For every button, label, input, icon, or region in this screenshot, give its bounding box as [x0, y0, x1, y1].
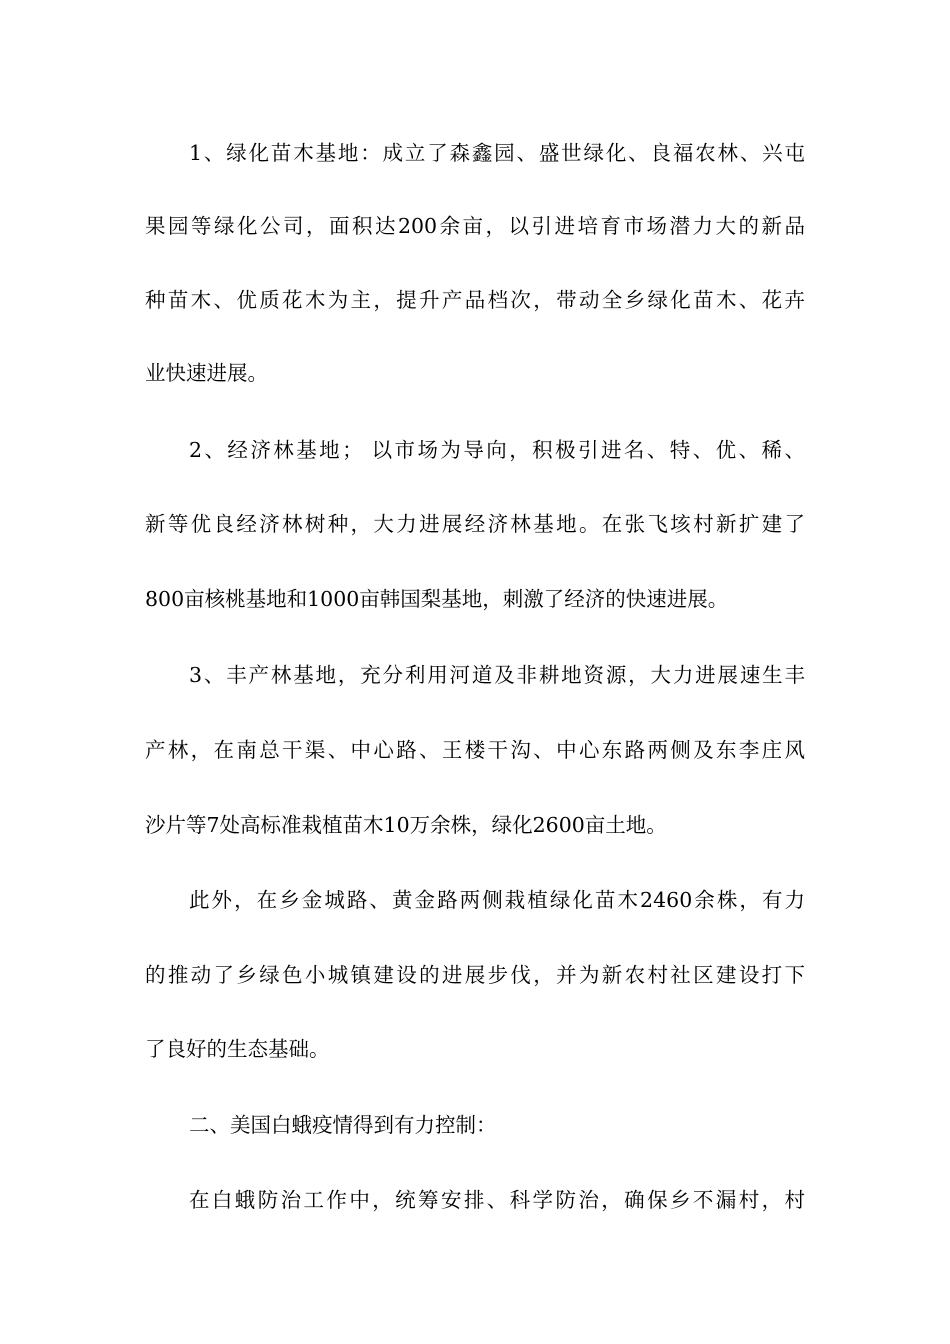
paragraph-2-line-2: 新等优良经济林树种，大力进展经济林基地。在张飞垓村新扩建了 — [145, 512, 805, 536]
paragraph-4-line-2: 的推动了乡绿色小城镇建设的进展步伐，并为新农村社区建设打下 — [145, 963, 805, 987]
paragraph-1-line-3: 种苗木、优质花木为主，提升产品档次，带动全乡绿化苗木、花卉 — [145, 288, 805, 312]
section-heading: 二、美国白蛾疫情得到有力控制： — [189, 1113, 497, 1137]
paragraph-4-line-3: 了良好的生态基础。 — [145, 1037, 330, 1061]
paragraph-1-line-2: 果园等绿化公司，面积达200余亩，以引进培育市场潜力大的新品 — [145, 214, 805, 238]
paragraph-3-line-1: 3、丰产林基地，充分利用河道及非耕地资源，大力进展速生丰 — [189, 663, 805, 687]
paragraph-3-line-2: 产林，在南总干渠、中心路、王楼干沟、中心东路两侧及东李庄风 — [145, 738, 805, 762]
paragraph-3-line-3: 沙片等7处高标准栽植苗木10万余株，绿化2600亩土地。 — [145, 813, 667, 837]
paragraph-1-line-4: 业快速进展。 — [145, 361, 268, 385]
paragraph-2-line-3: 800亩核桃基地和1000亩韩国梨基地，刺激了经济的快速进展。 — [145, 587, 729, 611]
paragraph-1-line-1: 1、绿化苗木基地：成立了森鑫园、盛世绿化、良福农林、兴屯 — [189, 141, 805, 165]
paragraph-2-line-1: 2、经济林基地； 以市场为导向，积极引进名、特、优、稀、 — [189, 438, 805, 462]
paragraph-5-line-1: 在白蛾防治工作中，统筹安排、科学防治，确保乡不漏村，村 — [189, 1188, 805, 1212]
paragraph-4-line-1: 此外，在乡金城路、黄金路两侧栽植绿化苗木2460余株，有力 — [189, 888, 805, 912]
